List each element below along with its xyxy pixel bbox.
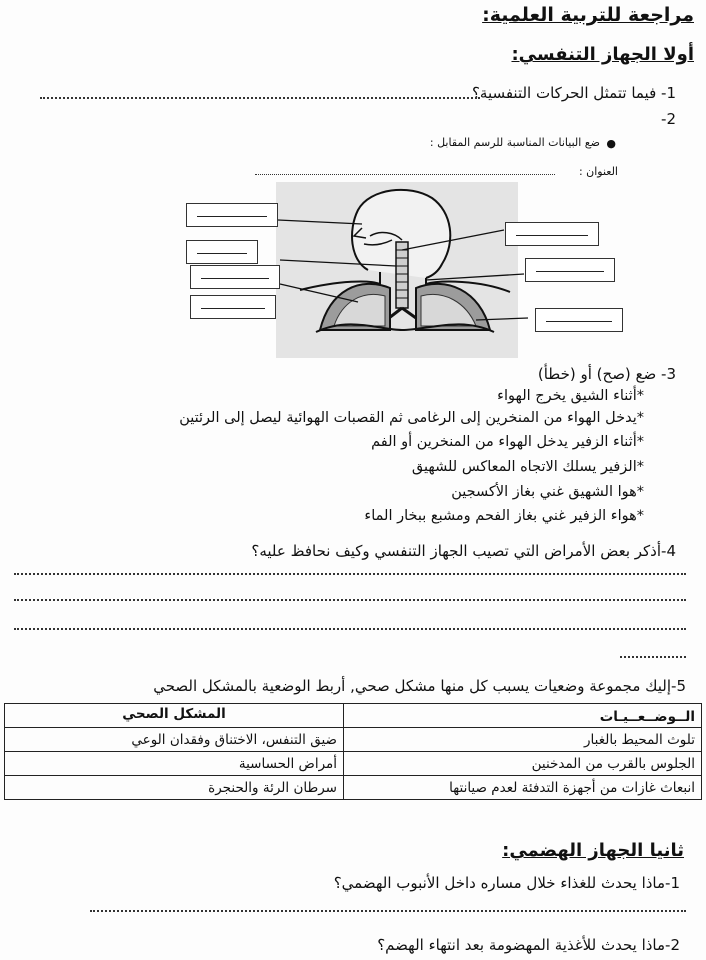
diagram-label-box[interactable] [190,265,280,289]
table-header-situations: الــوضــعــيـات [344,704,702,728]
table-row [5,752,702,776]
answer-line[interactable] [40,97,480,99]
answer-line[interactable] [14,599,686,601]
problem-cell: سرطان الرئة والحنجرة [5,776,344,800]
diagram-title-label: العنوان : [578,165,618,178]
question-5: 5-إليك مجموعة وضعيات يسبب كل منها مشكل صحي, أربط الوضعية بالمشكل الصحي [153,677,686,695]
diagram-label-box[interactable] [186,240,258,264]
problem-cell: ضيق التنفس، الاختناق وفقدان الوعي [5,728,344,752]
diagram-label-box[interactable] [186,203,278,227]
bullet-icon: ● [606,137,616,150]
diagram-label-box[interactable] [535,308,623,332]
true-false-item: *هواء الزفير غني بغاز الفحم ومشبع ببخار الماء [364,508,644,524]
digestive-question-2: 2-ماذا يحدث للأغذية المهضومة بعد انتهاء الهضم؟ [377,936,680,954]
answer-line[interactable] [14,573,686,575]
page-title: مراجعة للتربية العلمية: [482,4,694,26]
situation-cell: انبعاث غازات من أجهزة التدفئة لعدم صيانتها [344,776,702,800]
true-false-item: *يدخل الهواء من المنخرين إلى الرغامى ثم القصبات الهوائية ليصل إلى الرئتين [179,410,644,426]
diagram-label-box[interactable] [525,258,615,282]
answer-line[interactable] [90,910,686,912]
diagram-label-box[interactable] [190,295,276,319]
answer-line[interactable] [620,656,686,658]
table-row [5,728,702,752]
digestive-question-1: 1-ماذا يحدث للغذاء خلال مساره داخل الأنبوب الهضمي؟ [333,874,680,892]
true-false-item: *الزفير يسلك الاتجاه المعاكس للشهيق [411,459,644,475]
table-row [5,776,702,800]
question-1: 1- فيما تتمثل الحركات التنفسية؟ [471,84,676,102]
true-false-item: *أثناء الشيق يخرج الهواء [497,388,644,404]
true-false-item: *هوا الشهيق غني بغاز الأكسجين [451,484,644,500]
situation-cell: تلوث المحيط بالغبار [344,728,702,752]
situation-cell: الجلوس بالقرب من المدخنين [344,752,702,776]
answer-line[interactable] [14,628,686,630]
question-3: 3- ضع (صح) أو (خطأ) [537,365,676,383]
diagram-title-line[interactable] [255,174,555,175]
true-false-item: *أثناء الزفير يدخل الهواء من المنخرين أو الفم [371,434,644,450]
diagram-instruction: ضع البيانات المناسبة للرسم المقابل : [429,136,600,149]
section-digestive-heading: ثانيا الجهاز الهضمي: [502,840,684,861]
section-respiratory-heading: أولا الجهاز التنفسي: [511,44,694,65]
matching-table [4,703,702,800]
problem-cell: أمراض الحساسية [5,752,344,776]
diagram-label-box[interactable] [505,222,599,246]
question-2: 2- [661,110,676,128]
table-header-problem: المشكل الصحي [5,704,344,728]
question-4: 4-أذكر بعض الأمراض التي تصيب الجهاز التنفسي وكيف نحافظ عليه؟ [251,542,676,560]
